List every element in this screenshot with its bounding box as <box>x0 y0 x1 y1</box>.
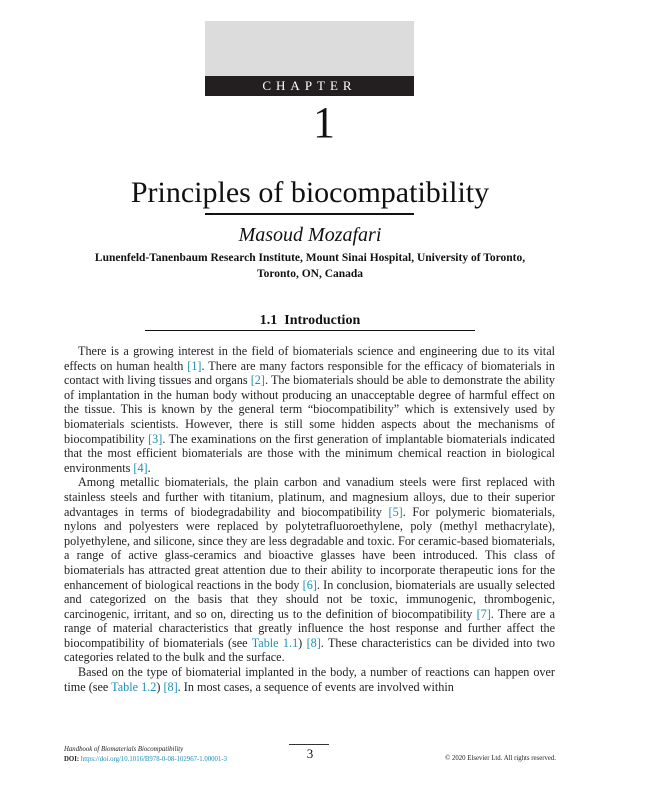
section-title: Introduction <box>284 313 361 328</box>
citation-link[interactable]: [4] <box>133 460 148 475</box>
doi-link[interactable]: https://doi.org/10.1016/B978-0-08-102967-1.00001-3 <box>80 756 228 763</box>
chapter-label: CHAPTER <box>205 76 414 96</box>
section-divider <box>145 330 475 331</box>
paragraph-1: There is a growing interest in the field of biomaterials science and engineering due to its vital effects on human health [1]. There are many factors responsible for the efficacy of biomaterials in contact with living tissues and organs [2]. The biomaterials should be able to demonstrate the ability of implantation in the human body without producing an unacceptable degree of harmful effect on the tissue. This is known by the general term “biocompatibility” which is extensively used by biomaterials scientists. However, there is still some hidden aspects about the mechanisms of biocompatibility [3]. The examinations on the first generation of implantable biomaterials indicated that the most efficient biomaterials are those with the minimum chemical reaction in biological environments [4]. <box>64 344 555 475</box>
table-link[interactable]: Table 1.1 <box>251 635 299 650</box>
citation-link[interactable]: [5] <box>388 504 403 519</box>
citation-link[interactable]: [7] <box>476 606 491 621</box>
footer-divider <box>289 744 329 745</box>
section-number: 1.1 <box>259 313 278 328</box>
chapter-title: Principles of biocompatibility <box>130 176 490 209</box>
citation-link[interactable]: [8] <box>163 679 178 694</box>
paragraph-2: Among metallic biomaterials, the plain carbon and vanadium steels were first replaced with stainless steels and further with titanium, platinum, and magnesium alloys, due to their superior advantages in terms of biodegradability and biocompatibility [5]. For polymeric biomaterials, nylons and polyesters were replaced by polytetrafluoroethylene, poly (methyl methacrylate), polyethylene, and silicone, since they are less degradable and toxic. For ceramic-based biomaterials, a range of active glass-ceramics and bioactive glasses have been introduced. This class of biomaterials has attracted great attention due to their ability to incorporate therapeutic ions for the enhancement of biological reactions in the body [6]. In conclusion, biomaterials are usually selected and categorized on the basis that they should not be toxic, immunogenic, thrombogenic, carcinogenic, irritant, and so on, directing us to the definition of biocompatibility [7]. There are a range of material characteristics that greatly influence the host response and further affect the biocompatibility of biomaterials (see Table 1.1) [8]. These characteristics can be divided into two categories related to the bulk and the surface. <box>64 475 555 665</box>
page-number: 3 <box>306 746 314 761</box>
body-text <box>64 344 555 694</box>
paragraph-3: Based on the type of biomaterial implanted in the body, a number of reactions can happen over time (see Table 1.2) [8]. In most cases, a sequence of events are involved within <box>64 665 555 694</box>
table-link[interactable]: Table 1.2 <box>111 679 157 694</box>
citation-link[interactable]: [3] <box>148 431 163 446</box>
affiliation-line-1: Lunenfeld-Tanenbaum Research Institute, Mount Sinai Hospital, University of Toronto, <box>94 252 526 264</box>
section-heading <box>0 312 620 330</box>
author-name: Masoud Mozafari <box>238 224 382 246</box>
citation-link[interactable]: [6] <box>302 577 317 592</box>
copyright-notice: © 2020 Elsevier Ltd. All rights reserved. <box>445 755 556 762</box>
citation-link[interactable]: [8] <box>306 635 321 650</box>
author-affiliation <box>70 250 550 282</box>
doi-label: DOI: <box>64 756 80 763</box>
affiliation-line-2: Toronto, ON, Canada <box>256 268 364 280</box>
title-divider <box>205 213 414 215</box>
citation-link[interactable]: [2] <box>250 373 265 388</box>
chapter-number: 1 <box>313 98 335 147</box>
book-title: Handbook of Biomaterials Biocompatibility <box>64 746 184 753</box>
citation-link[interactable]: [1] <box>187 358 202 373</box>
